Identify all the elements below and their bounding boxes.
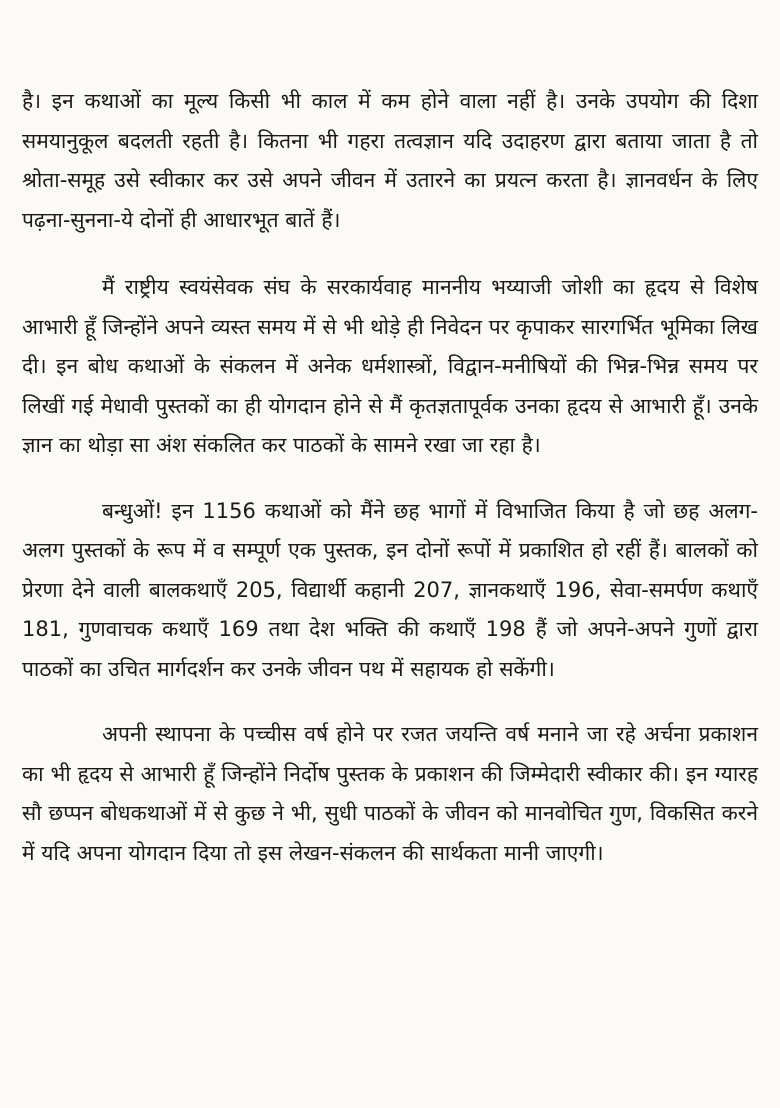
paragraph-1: है। इन कथाओं का मूल्य किसी भी काल में कम होने वाला नहीं है। उनके उपयोग की दिशा समयानुकूल बदलती रहती है। कितना भी गहरा तत्वज्ञान यदि उदाहरण द्वारा बताया जाता है तो श्रोता-समूह उसे स्वीकार कर उसे अपने जीवन में उतारने का प्रयत्न करता है। ज्ञानवर्धन के लिए पढ़ना-सुनना-ये दोनों ही आधारभूत बातें हैं। xyxy=(22,89,758,232)
paragraph-3: बन्धुओं! इन 1156 कथाओं को मैंने छह भागों में विभाजित किया है जो छह अलग-अलग पुस्तकों के रूप में व सम्पूर्ण एक पुस्तक, इन दोनों रूपों में प्रकाशित हो रहीं हैं। बालकों को प्रेरणा देने वाली बालकथाएँ 205, विद्यार्थी कहानी 207, ज्ञानकथाएँ 196, सेवा-समर्पण कथाएँ 181, गुणवाचक कथाएँ 169 तथा देश भक्ति की कथाएँ 198 हैं जो अपने-अपने गुणों द्वारा पाठकों का उचित मार्गदर्शन कर उनके जीवन पथ में सहायक हो सकेंगी। xyxy=(22,498,758,681)
paragraph-2: मैं राष्ट्रीय स्वयंसेवक संघ के सरकार्यवाह माननीय भय्याजी जोशी का हृदय से विशेष आभारी हूँ जिन्होंने अपने व्यस्त समय में से भी थोड़े ही निवेदन पर कृपाकर सारगर्भित भूमिका लिख दी। इन बोध कथाओं के संकलन में अनेक धर्मशास्त्रों, विद्वान-मनीषियों की भिन्न-भिन्न समय पर लिखीं गई मेधावी पुस्तकों का ही योगदान होने से मैं कृतज्ञतापूर्वक उनका हृदय से आभारी हूँ। उनके ज्ञान का थोड़ा सा अंश संकलित कर पाठकों के सामने रखा जा रहा है। xyxy=(22,275,758,457)
paragraph-4: अपनी स्थापना के पच्चीस वर्ष होने पर रजत जयन्ति वर्ष मनाने जा रहे अर्चना प्रकाशन का भी हृदय से आभारी हूँ जिन्होंने निर्दोष पुस्तक के प्रकाशन की जिम्मेदारी स्वीकार की। इन ग्यारह सौ छप्पन बोधकथाओं में से कुछ ने भी, सुधी पाठकों के जीवन को मानवोचित गुण, विकसित करने में यदि अपना योगदान दिया तो इस लेखन-संकलन की सार्थकता मानी जाएगी। xyxy=(22,722,758,865)
